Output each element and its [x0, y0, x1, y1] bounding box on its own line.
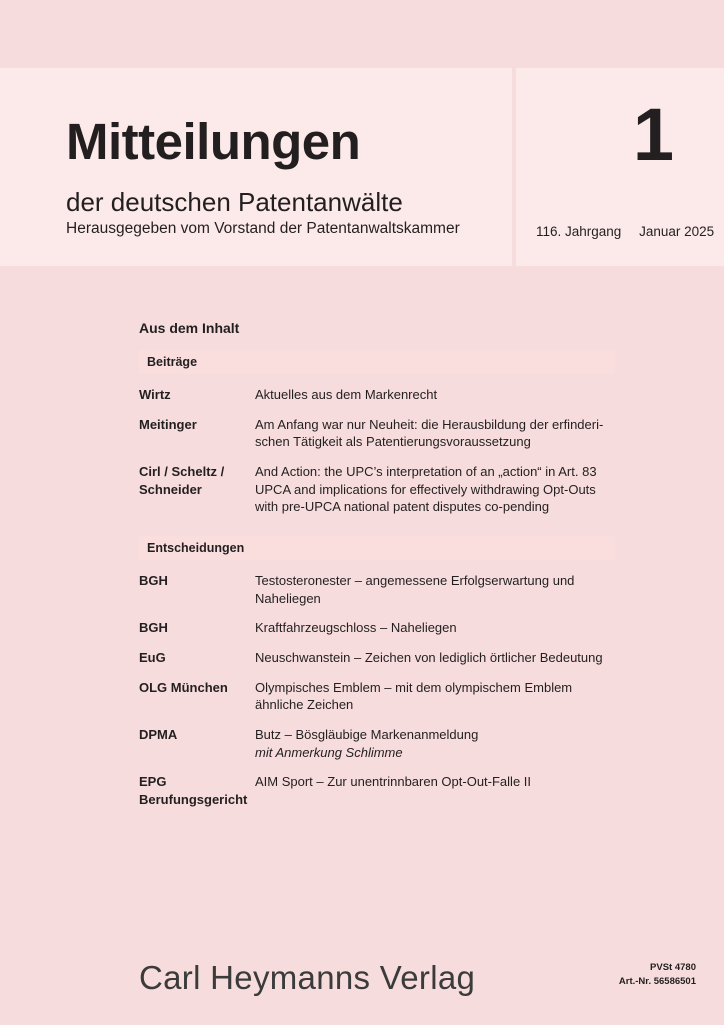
- masthead-left-panel: [0, 68, 512, 266]
- entry-author: DPMA: [139, 727, 178, 743]
- entry-title: Kraftfahrzeugschloss – Naheliegen: [255, 620, 457, 636]
- masthead-right-panel: [516, 68, 724, 266]
- journal-subtitle: der deutschen Patentanwälte: [66, 187, 403, 217]
- table-row: [139, 673, 615, 720]
- toc-table-entscheidungen: [139, 566, 615, 815]
- table-row: [139, 720, 615, 767]
- table-row: [139, 457, 615, 522]
- entry-author: EPG Berufungsgericht: [139, 774, 248, 808]
- footer-codes: [619, 961, 696, 990]
- entry-title: Olympisches Emblem – mit dem olympischem Emblem ähnliche Zeichen: [255, 679, 573, 713]
- article-number: Art.-Nr. 56586501: [618, 975, 696, 987]
- entry-author: OLG München: [139, 679, 228, 695]
- entry-title: Testosteronester – angemessene Erfolgserwartung und Naheliegen: [255, 573, 575, 606]
- table-of-contents: [139, 320, 615, 815]
- entry-author: Meitinger: [139, 416, 197, 432]
- publisher-logo: Carl Heymanns Verlag: [139, 959, 476, 996]
- entry-note: mit Anmerkung Schlimme: [255, 744, 403, 760]
- entry-author: BGH: [139, 573, 168, 589]
- table-row: [139, 613, 615, 643]
- table-row: [139, 410, 615, 457]
- table-row: [139, 643, 615, 673]
- journal-publisher-line: Herausgegeben vom Vorstand der Patentanwaltskammer: [66, 220, 460, 237]
- table-row: [139, 767, 615, 814]
- entry-title: Neuschwanstein – Zeichen von lediglich örtlicher Bedeutung: [255, 650, 603, 666]
- entry-author: Cirl / Scheltz / Schneider: [139, 464, 225, 497]
- entry-title: AIM Sport – Zur unentrinnbaren Opt-Out-Falle II: [255, 774, 532, 790]
- entry-title: Butz – Bösgläubige Markenanmeldung: [255, 727, 479, 743]
- entry-title: And Action: the UPC’s interpretation of an „action“ in Art. 83 UPCA and implications for effectively withdrawing Opt-Outs with pre-UPCA national patent disputes co-pending: [255, 464, 597, 515]
- table-row: [139, 380, 615, 410]
- journal-title: Mitteilungen: [66, 113, 361, 170]
- entry-author: EuG: [139, 650, 166, 666]
- entry-author: BGH: [139, 620, 168, 636]
- issue-date: Januar 2025: [639, 224, 715, 239]
- contents-heading: Aus dem Inhalt: [139, 320, 240, 336]
- toc-table-beitraege: [139, 380, 615, 522]
- table-row: [139, 566, 615, 613]
- issue-number: 1: [632, 93, 674, 176]
- entry-title: Aktuelles aus dem Markenrecht: [255, 387, 438, 402]
- section-header-beitraege: Beiträge: [139, 350, 615, 374]
- section-header-entscheidungen: Entscheidungen: [139, 536, 615, 560]
- postal-code: PVSt 4780: [650, 961, 696, 973]
- entry-title-with-note: [255, 720, 615, 767]
- entry-author: Wirtz: [139, 387, 171, 402]
- issue-meta: [536, 224, 714, 239]
- masthead: [0, 68, 724, 266]
- issue-volume: 116. Jahrgang: [536, 224, 622, 239]
- entry-title: Am Anfang war nur Neuheit: die Herausbildung der erfinderi-schen Tätigkeit als Patentierungsvoraussetzung: [255, 416, 604, 450]
